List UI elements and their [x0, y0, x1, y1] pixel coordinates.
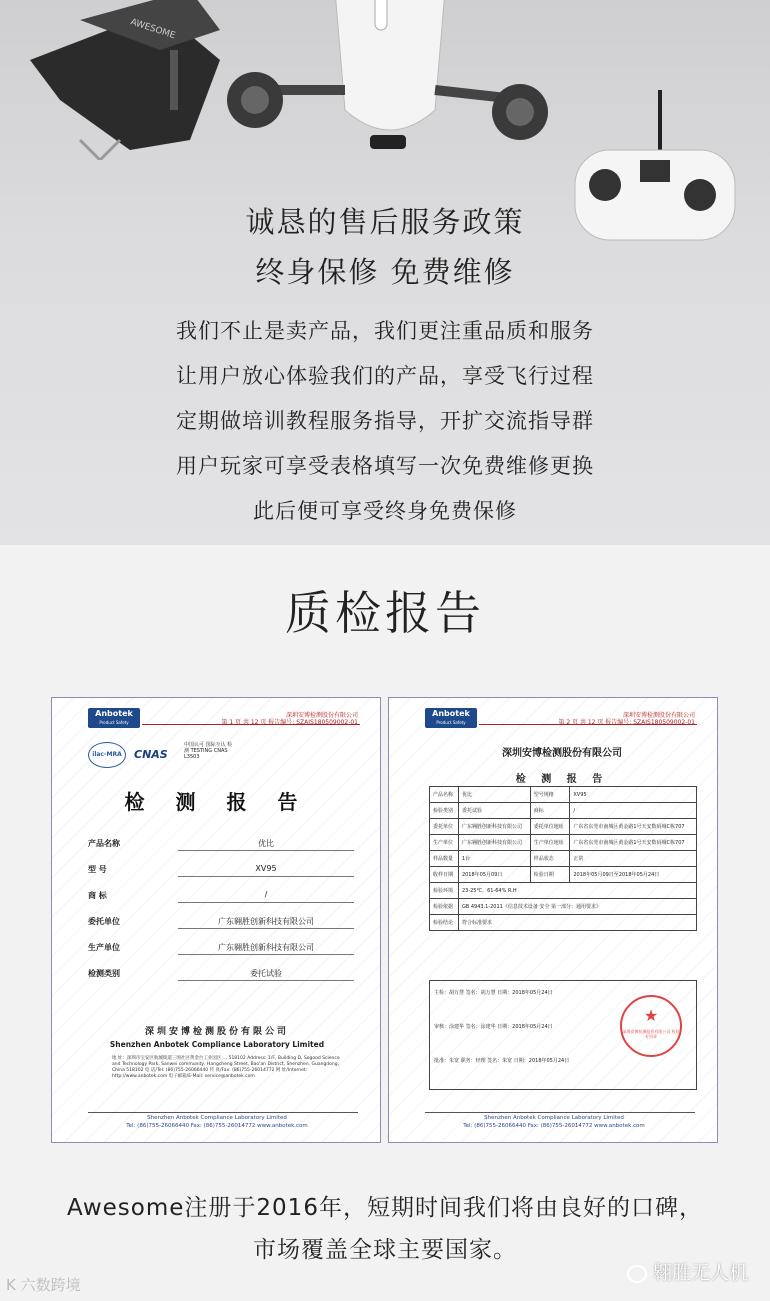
cnas-text: 中国认可 国际互认 检测 TESTING CNAS L3503: [184, 742, 233, 760]
hero-body-line: 用户玩家可享受表格填写一次免费维修更换: [176, 454, 594, 478]
bottom-text-line2: 市场覆盖全球主要国家。: [253, 1237, 517, 1263]
anbotek-logo: Anbotek Product Safety: [425, 708, 477, 728]
report-title: 检 测 报 告: [124, 790, 310, 814]
official-stamp: ★ 深圳安博检测股份有限公司 检验专用章: [620, 995, 682, 1057]
cert-footer: Shenzhen Anbotek Compliance Laboratory Limited Tel: (86)755-26066440 Fax: (86)755-26014772 www.anbotek.com: [463, 1115, 645, 1129]
watermark-right: 翱胜无人机: [627, 1258, 748, 1285]
fpv-goggles-illustration: [20, 0, 220, 160]
hero-subtitle: 终身保修 免费维修: [255, 255, 515, 289]
field-row: 生产单位 广东翱胜创新科技有限公司: [88, 940, 354, 966]
watermark-left: K 六数跨境: [6, 1276, 81, 1294]
table-row: 检验结论 符合标准要求: [430, 915, 697, 931]
cnas-logo: CNAS: [134, 748, 168, 761]
field-row: 委托单位 广东翱胜创新科技有限公司: [88, 914, 354, 940]
drone-illustration: [225, 0, 555, 165]
hero-body: [0, 316, 770, 541]
hero-body-line: 让用户放心体验我们的产品，享受飞行过程: [176, 364, 594, 388]
cert-footer: Shenzhen Anbotek Compliance Laboratory Limited Tel: (86)755-26066440 Fax: (86)755-26014772 www.anbotek.com: [126, 1115, 308, 1129]
table-row: 样品数量 1台 样品状态 正常: [430, 851, 697, 867]
ilac-mra-logo: ilac-MRA: [88, 742, 126, 768]
table-row: 检验依据 GB 4943.1-2011《信息技术设备 安全 第一部分：通用要求》: [430, 899, 697, 915]
bottom-text-line1: Awesome注册于2016年，短期时间我们将由良好的口碑，: [67, 1195, 703, 1221]
company-address: 地 址：深圳市宝安区航城街道三围社区黄金台工业园区 ... 518102 Address: 1/F, Building D, Sogood Science and Technology Park, Sanwei community, Hangcheng Street, Bao'an District, Shenzhen, Guangdong, China 518102 电 话/Tel: (86)755-26066440 传 真/Fax: (86)755-26014772 网 址/Internet: http://www.anbotek.com 电子邮箱/E-Mail: service@anbotek.com: [112, 1056, 340, 1079]
hero-body-line: 此后便可享受终身免费保修: [253, 499, 517, 523]
table-row: 产品名称 优比 型号规格 XV95: [430, 787, 697, 803]
field-row: 型 号 XV95: [88, 862, 354, 888]
signature-box: [429, 980, 697, 1090]
table-row: 收样日期 2018年05月09日 检验日期 2018年05月09日至2018年05月24日: [430, 867, 697, 883]
hero-title: 诚恳的售后服务政策: [245, 205, 525, 239]
anbotek-logo: Anbotek Product Safety: [88, 708, 140, 728]
table-row: 检验类别 委托试验 商标 /: [430, 803, 697, 819]
table-row: 委托单位 广东翱胜创新科技有限公司 委托单位地址 广东省东莞市南城区黄金路1号天安数码城C栋707: [430, 819, 697, 835]
company-name-en: Shenzhen Anbotek Compliance Laboratory Limited: [109, 1040, 325, 1049]
cert-header: 深圳安博检测股份有限公司 第 2 页 共 12 页 报告编号: SZAIS180509002-01: [558, 712, 695, 726]
report-title: 检 测 报 告: [515, 774, 609, 785]
signature-row: 批准：朱宽 职务：经理 签名：朱宽 日期：2018年05月24日: [434, 1058, 570, 1064]
report-company-title: 深圳安博检测股份有限公司: [502, 748, 622, 759]
goggles-brand-text: AWESOME: [129, 17, 177, 42]
table-row: 生产单位 广东翱胜创新科技有限公司 生产单位地址 广东省东莞市南城区黄金路1号天安数码城C栋707: [430, 835, 697, 851]
hero-section: [0, 0, 770, 545]
signature-row: 主检：胡万慧 签名：胡万慧 日期：2018年05月24日: [434, 990, 553, 996]
cert-header: 深圳安博检测股份有限公司 第 1 页 共 12 页 报告编号: SZAIS180509002-01: [221, 712, 358, 726]
report-fields: [88, 836, 354, 992]
report-table: [429, 786, 697, 931]
hero-body-line: 定期做培训教程服务指导，开扩交流指导群: [176, 409, 594, 433]
certificate-page-2: [388, 697, 718, 1143]
hero-body-line: 我们不止是卖产品，我们更注重品质和服务: [176, 319, 594, 343]
section-title: 质检报告: [285, 586, 485, 640]
signature-row: 审核：涂建华 签名：涂建华 日期：2018年05月24日: [434, 1024, 553, 1030]
certificate-cover: [51, 697, 381, 1143]
wechat-icon: [627, 1265, 647, 1283]
field-row: 产品名称 优比: [88, 836, 354, 862]
field-row: 检测类别 委托试验: [88, 966, 354, 992]
field-row: 商 标 /: [88, 888, 354, 914]
company-name-cn: 深圳安博检测股份有限公司: [144, 1027, 289, 1037]
table-row: 检验环境 23-25℃，61-64% R.H: [430, 883, 697, 899]
